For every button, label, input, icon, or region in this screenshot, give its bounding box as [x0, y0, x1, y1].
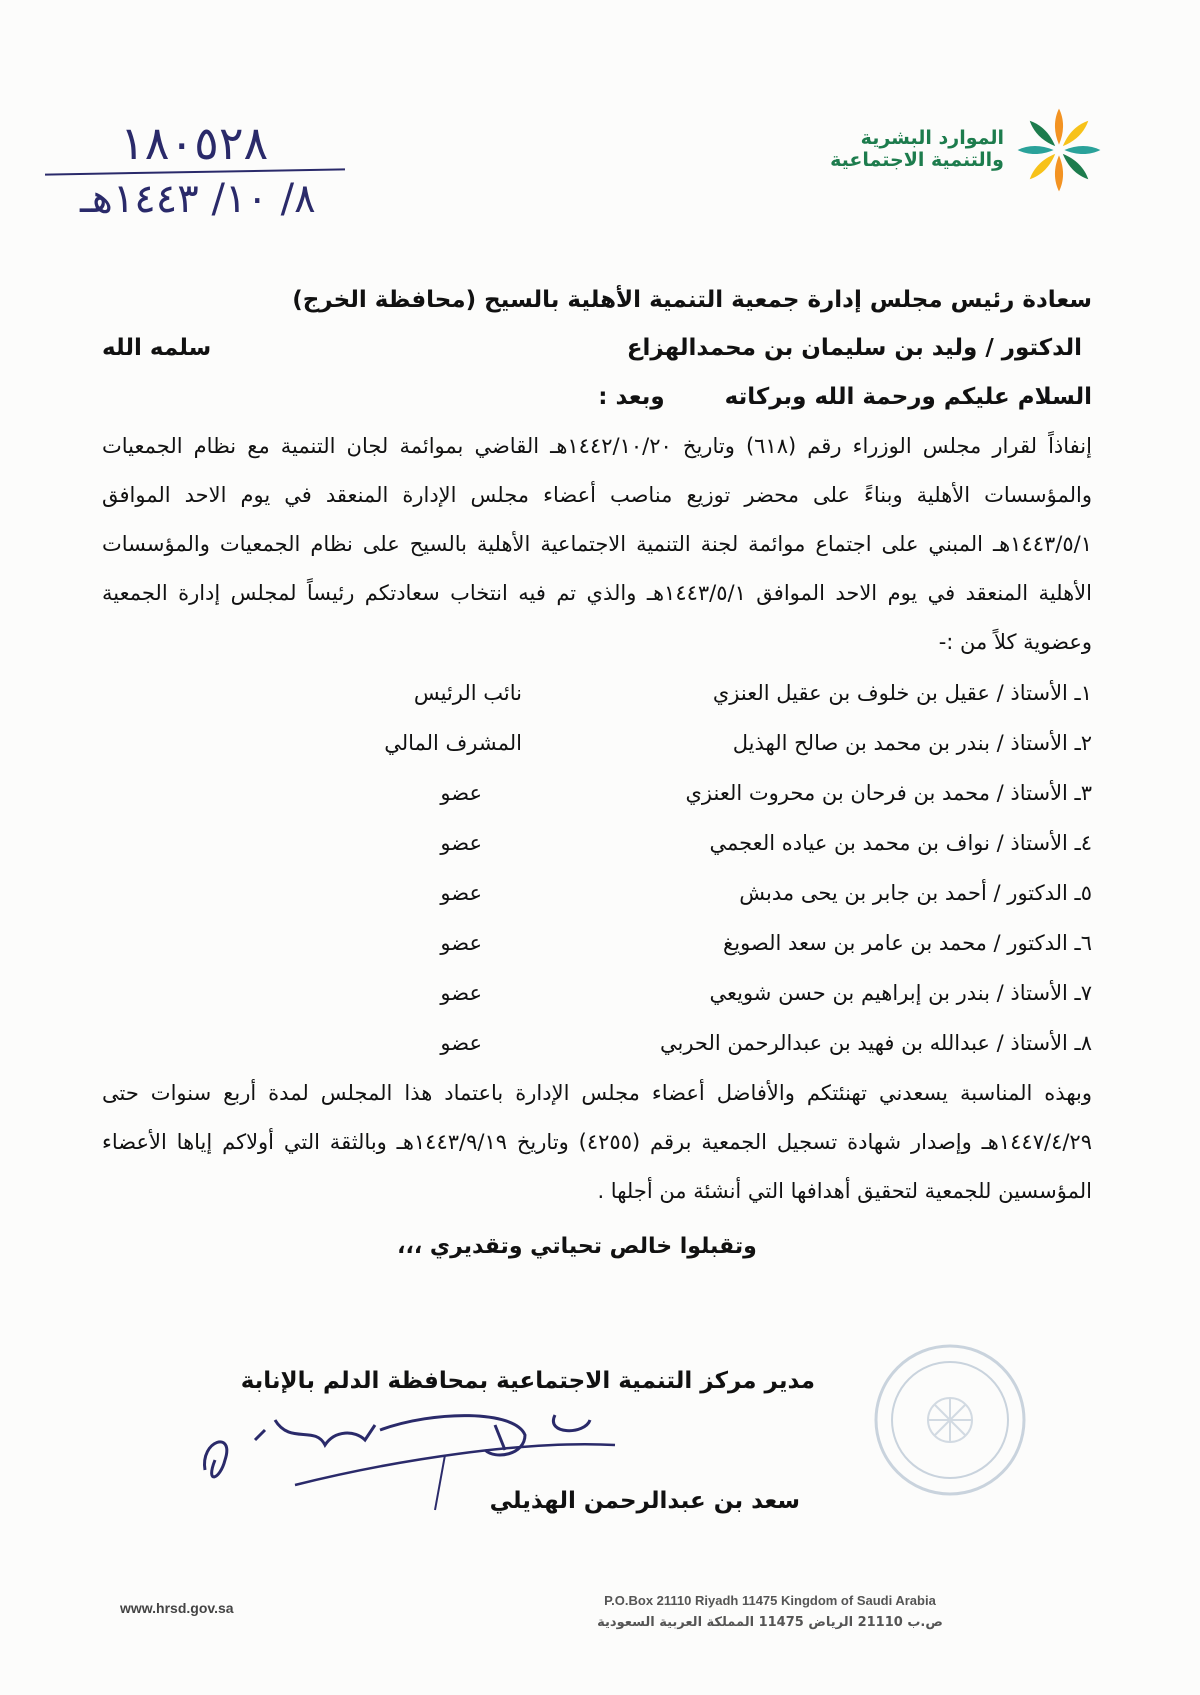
- recipient-salutation: سلمه الله: [102, 335, 212, 361]
- members-list: [102, 669, 1092, 1069]
- official-stamp-icon: [870, 1340, 1030, 1500]
- reference-number: ١٨٠٥٢٨: [120, 116, 269, 170]
- member-role: عضو: [440, 1031, 482, 1055]
- paragraph-intro: إنفاذاً لقرار مجلس الوزراء رقم (٦١٨) وتاريخ ١٤٤٢/١٠/٢٠هـ القاضي بموائمة لجان التنمية مع نظام الجمعيات والمؤسسات الأهلية وبناءً على محضر توزيع مناصب أعضاء مجلس الإدارة المنعقد في يوم الاحد الموافق ١٤٤٣/٥/١هـ المبني على اجتماع موائمة لجنة التنمية الاجتماعية الأهلية بالسيح على نظام الجمعيات والمؤسسات الأهلية المنعقد في يوم الاحد الموافق ١٤٤٣/٥/١هـ والذي تم فيه انتخاب سعادتكم رئيساً لمجلس إدارة الجمعية وعضوية كلاً من :-: [102, 434, 1092, 654]
- signer-name: سعد بن عبدالرحمن الهذيلي: [489, 1488, 800, 1514]
- member-name: ١ـ الأستاذ / عقيل بن خلوف بن عقيل العنزي: [712, 681, 1092, 705]
- member-role: عضو: [440, 981, 482, 1005]
- member-role: عضو: [440, 831, 482, 855]
- member-name: ٧ـ الأستاذ / بندر بن إبراهيم بن حسن شويعي: [709, 981, 1092, 1005]
- member-role: نائب الرئيس: [413, 681, 522, 705]
- member-name: ٤ـ الأستاذ / نواف بن محمد بن عياده العجمي: [709, 831, 1092, 855]
- recipient-name: الدكتور / وليد بن سليمان بن محمدالهزاع: [626, 335, 1082, 361]
- footer-address-ar: ص.ب 21110 الرياض 11475 المملكة العربية السعودية: [597, 1615, 943, 1630]
- member-name: ٣ـ الأستاذ / محمد بن فرحان بن محروت العنزي: [685, 781, 1092, 805]
- member-role: عضو: [440, 881, 482, 905]
- ministry-logo: [774, 100, 1104, 200]
- member-row: [102, 669, 1092, 719]
- member-row: [102, 969, 1092, 1019]
- closing-line: وتقبلوا خالص تحياتي وتقديري ،،،: [397, 1234, 757, 1259]
- ministry-name-line1: الموارد البشرية: [860, 127, 1004, 150]
- greeting-text: السلام عليكم ورحمة الله وبركاته: [724, 384, 1092, 410]
- handwritten-reference: [40, 115, 360, 225]
- member-role: عضو: [440, 781, 482, 805]
- member-row: [102, 769, 1092, 819]
- hrsd-star-logo-icon: [1014, 105, 1104, 195]
- member-row: [102, 919, 1092, 969]
- member-name: ٦ـ الدكتور / محمد بن عامر بن سعد الصويغ: [723, 931, 1092, 955]
- recipient-row: [102, 324, 1092, 372]
- member-role: عضو: [440, 931, 482, 955]
- member-row: [102, 1019, 1092, 1069]
- after-greeting-text: وبعد :: [598, 384, 665, 410]
- signer-title: مدير مركز التنمية الاجتماعية بمحافظة الدلم بالإنابة: [240, 1368, 815, 1394]
- reference-date: ٨/ ١٠/ ١٤٤٣هـ: [80, 176, 316, 222]
- paragraph-congratulations: وبهذه المناسبة يسعدني تهنئتكم والأفاضل أعضاء مجلس الإدارة باعتماد هذا المجلس لمدة أربع سنوات حتى ١٤٤٧/٤/٢٩هـ وإصدار شهادة تسجيل الجمعية برقم (٤٢٥٥) وتاريخ ١٤٤٣/٩/١٩هـ وبالثقة التي أولاكم إياها الأعضاء المؤسسين للجمعية لتحقيق أهدافها التي أنشئة من أجلها .: [102, 1081, 1092, 1203]
- footer-address: [585, 1590, 955, 1634]
- member-name: ٢ـ الأستاذ / بندر بن محمد بن صالح الهذيل: [732, 731, 1092, 755]
- member-row: [102, 719, 1092, 769]
- member-row: [102, 819, 1092, 869]
- footer-website: www.hrsd.gov.sa: [120, 1600, 234, 1616]
- member-role: المشرف المالي: [384, 731, 522, 755]
- ministry-name: [830, 128, 1004, 172]
- ministry-name-line2: والتنمية الاجتماعية: [830, 149, 1004, 171]
- member-name: ٥ـ الدكتور / أحمد بن جابر بن يحى مدبش: [739, 881, 1092, 905]
- letter-body: [102, 276, 1092, 1271]
- member-row: [102, 869, 1092, 919]
- member-name: ٨ـ الأستاذ / عبدالله بن فهيد بن عبدالرحمن الحربي: [659, 1031, 1092, 1055]
- greeting-row: [102, 372, 1092, 422]
- footer-address-en: P.O.Box 21110 Riyadh 11475 Kingdom of Saudi Arabia: [604, 1593, 936, 1608]
- addressee-line: سعادة رئيس مجلس إدارة جمعية التنمية الأهلية بالسيح (محافظة الخرج): [292, 287, 1092, 313]
